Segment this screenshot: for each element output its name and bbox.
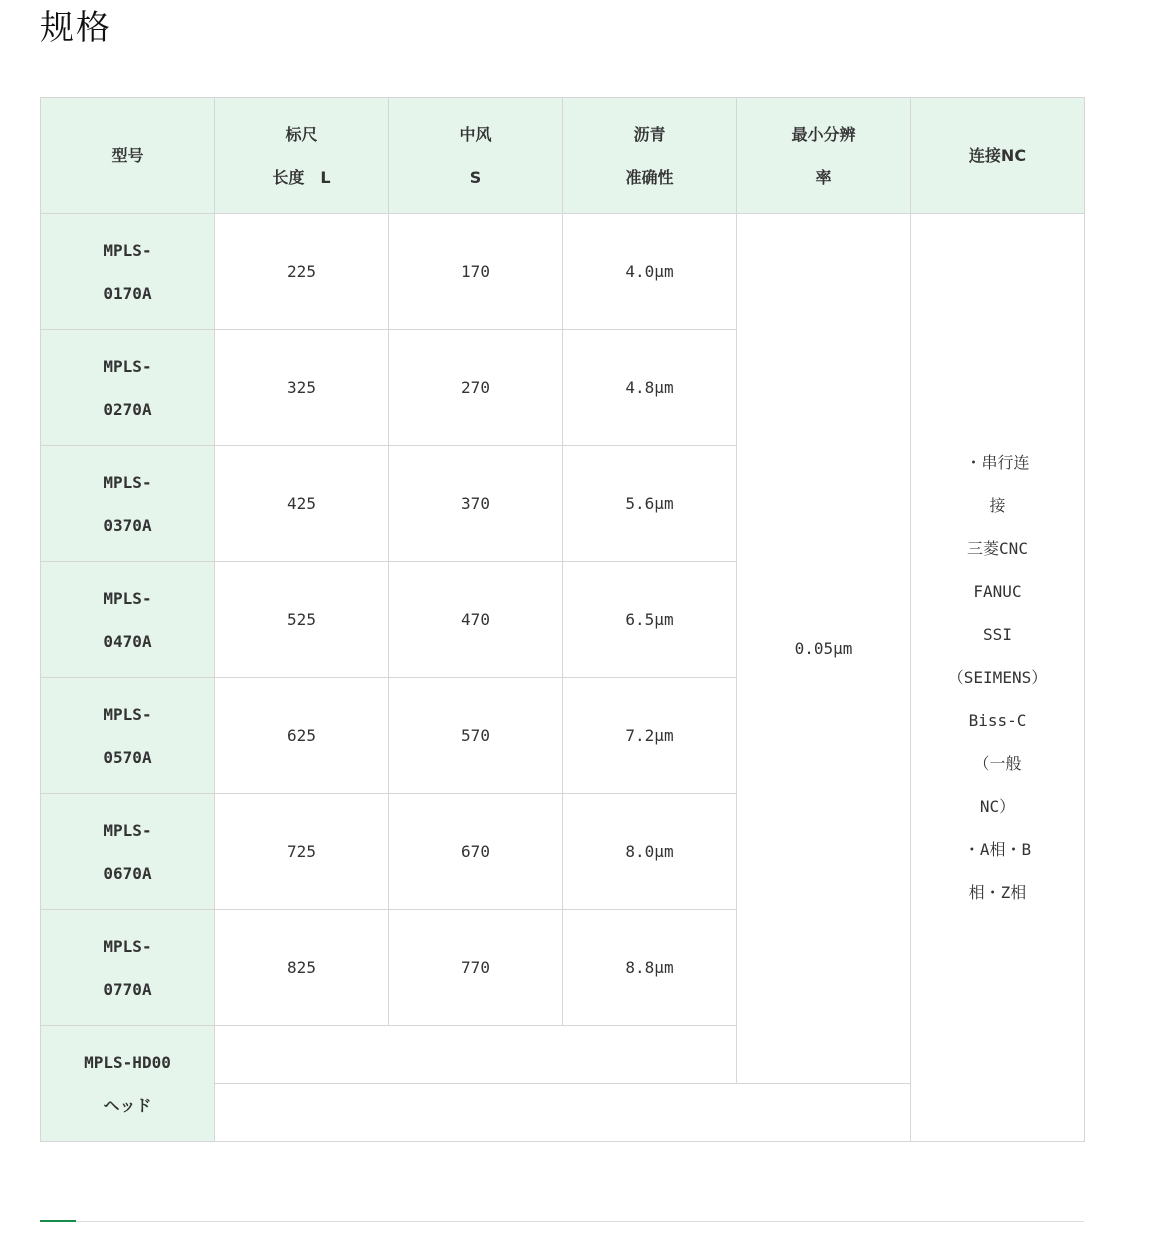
empty-cell xyxy=(215,1026,737,1084)
model-line-2: 0770A xyxy=(103,979,152,999)
stroke-cell: 370 xyxy=(389,446,563,562)
header-stroke-line-1: 中风 xyxy=(459,124,492,144)
accuracy-cell: 6.5μm xyxy=(563,562,737,678)
stroke-cell: 770 xyxy=(389,910,563,1026)
length-cell: 725 xyxy=(215,794,389,910)
connection-line: （SEIMENS） xyxy=(947,668,1048,687)
model-cell xyxy=(41,446,215,562)
header-stroke xyxy=(389,98,563,214)
header-resolution xyxy=(737,98,911,214)
model-line-1: MPLS- xyxy=(103,936,152,956)
stroke-cell: 270 xyxy=(389,330,563,446)
model-line-2: 0170A xyxy=(103,283,152,303)
model-line-1: MPLS- xyxy=(103,588,152,608)
length-cell: 625 xyxy=(215,678,389,794)
table-row xyxy=(41,214,1085,330)
accuracy-cell: 4.0μm xyxy=(563,214,737,330)
model-line-2: 0270A xyxy=(103,399,152,419)
accuracy-cell: 8.0μm xyxy=(563,794,737,910)
connection-line: 相・Z相 xyxy=(968,883,1027,902)
model-line-2: 0670A xyxy=(103,863,152,883)
connection-line: 三菱CNC xyxy=(967,539,1028,558)
accuracy-cell: 4.8μm xyxy=(563,330,737,446)
length-cell: 225 xyxy=(215,214,389,330)
header-accuracy-line-1: 沥青 xyxy=(633,124,666,144)
spec-table xyxy=(40,97,1085,1142)
model-cell xyxy=(41,562,215,678)
stroke-cell: 170 xyxy=(389,214,563,330)
accuracy-cell: 5.6μm xyxy=(563,446,737,562)
model-line-2: 0470A xyxy=(103,631,152,651)
header-scale-length-line-2: 长度 L xyxy=(272,167,331,187)
connection-line: ・A相・B xyxy=(963,840,1032,859)
model-cell xyxy=(41,794,215,910)
length-cell: 825 xyxy=(215,910,389,1026)
empty-cell xyxy=(215,1084,911,1142)
model-line-1: MPLS- xyxy=(103,472,152,492)
resolution-cell: 0.05μm xyxy=(737,214,911,1084)
connection-line: FANUC xyxy=(973,582,1022,601)
bottom-divider xyxy=(40,1221,1084,1222)
header-scale-length-line-1: 标尺 xyxy=(285,124,318,144)
model-cell xyxy=(41,330,215,446)
model-line-1: MPLS- xyxy=(103,704,152,724)
model-cell xyxy=(41,1026,215,1142)
connection-line: NC） xyxy=(979,797,1016,816)
length-cell: 325 xyxy=(215,330,389,446)
connection-line: SSI xyxy=(983,625,1012,644)
stroke-cell: 670 xyxy=(389,794,563,910)
header-model: 型号 xyxy=(41,98,215,214)
length-cell: 525 xyxy=(215,562,389,678)
header-resolution-line-1: 最小分辨 xyxy=(791,124,856,144)
model-cell xyxy=(41,910,215,1026)
bottom-divider-accent xyxy=(40,1220,76,1222)
model-cell xyxy=(41,214,215,330)
header-resolution-line-2: 率 xyxy=(815,167,832,187)
header-connection: 连接NC xyxy=(911,98,1085,214)
connection-line: ・串行连 xyxy=(965,453,1030,472)
model-cell xyxy=(41,678,215,794)
model-line-1: MPLS-HD00 xyxy=(84,1052,171,1072)
connection-line: Biss-C xyxy=(968,711,1027,730)
header-accuracy xyxy=(563,98,737,214)
model-line-2: 0370A xyxy=(103,515,152,535)
connection-cell xyxy=(911,214,1085,1142)
header-stroke-line-2: S xyxy=(469,167,482,187)
header-scale-length xyxy=(215,98,389,214)
stroke-cell: 570 xyxy=(389,678,563,794)
accuracy-cell: 7.2μm xyxy=(563,678,737,794)
model-line-2: 0570A xyxy=(103,747,152,767)
model-line-1: MPLS- xyxy=(103,820,152,840)
model-line-1: MPLS- xyxy=(103,356,152,376)
stroke-cell: 470 xyxy=(389,562,563,678)
model-line-2: ヘッド xyxy=(103,1095,152,1115)
connection-line: （一般 xyxy=(973,754,1022,773)
header-row xyxy=(41,98,1085,214)
connection-line: 接 xyxy=(989,496,1006,515)
model-line-1: MPLS- xyxy=(103,240,152,260)
header-accuracy-line-2: 准确性 xyxy=(625,167,674,187)
accuracy-cell: 8.8μm xyxy=(563,910,737,1026)
page-title: 规格 xyxy=(40,8,112,48)
length-cell: 425 xyxy=(215,446,389,562)
